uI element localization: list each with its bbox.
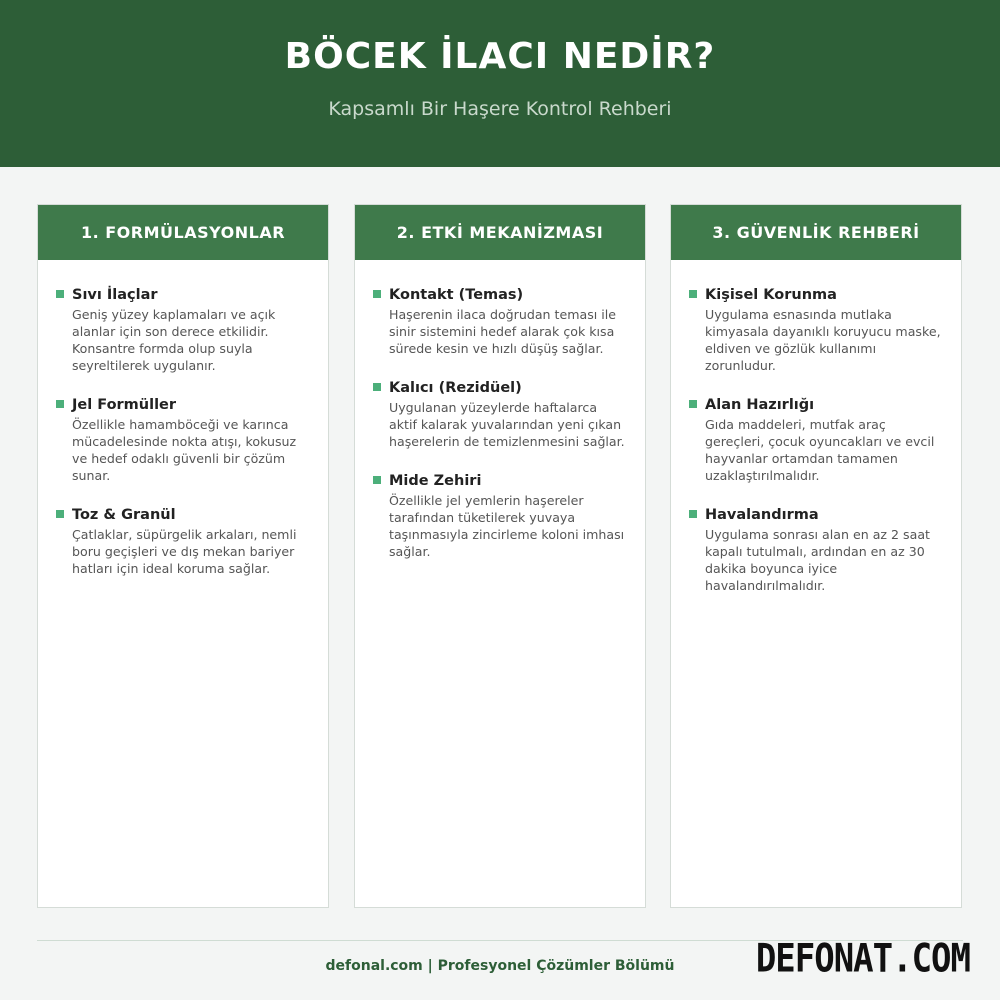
item-title: Mide Zehiri xyxy=(389,473,482,489)
item-title: Sıvı İlaçlar xyxy=(72,287,158,303)
square-bullet-icon xyxy=(373,383,381,391)
item-title: Havalandırma xyxy=(705,507,819,523)
card-items xyxy=(671,260,961,594)
card-title: 1. FORMÜLASYONLAR xyxy=(38,205,328,260)
item-title: Toz & Granül xyxy=(72,507,176,523)
item-title: Alan Hazırlığı xyxy=(705,397,815,413)
item-description: Uygulama sonrası alan en az 2 saat kapalı tutulmalı, ardından en az 30 dakika boyunca iyice havalandırılmalıdır. xyxy=(705,527,930,593)
item-title: Kalıcı (Rezidüel) xyxy=(389,380,522,396)
list-item xyxy=(56,396,308,484)
square-bullet-icon xyxy=(689,400,697,408)
square-bullet-icon xyxy=(373,290,381,298)
list-item xyxy=(373,286,625,357)
list-item xyxy=(689,396,941,484)
item-description: Uygulanan yüzeylerde haftalarca aktif kalarak yuvalarından yeni çıkan haşerelerin de temizlenmesini sağlar. xyxy=(389,400,625,449)
list-item xyxy=(373,472,625,560)
square-bullet-icon xyxy=(689,290,697,298)
item-description: Özellikle hamamböceği ve karınca mücadelesinde nokta atışı, kokusuz ve hedef odaklı güvenli bir çözüm sunar. xyxy=(72,417,297,483)
list-item xyxy=(56,506,308,577)
item-title: Kişisel Korunma xyxy=(705,287,837,303)
card-items xyxy=(38,260,328,577)
square-bullet-icon xyxy=(56,290,64,298)
square-bullet-icon xyxy=(373,476,381,484)
list-item xyxy=(689,506,941,594)
list-item xyxy=(56,286,308,374)
card-formulations xyxy=(37,204,329,908)
list-item xyxy=(689,286,941,374)
item-description: Çatlaklar, süpürgelik arkaları, nemli boru geçişleri ve dış mekan bariyer hatları için ideal koruma sağlar. xyxy=(72,527,297,576)
card-items xyxy=(355,260,645,560)
list-item xyxy=(373,379,625,450)
card-safety xyxy=(670,204,962,908)
card-mechanism xyxy=(354,204,646,908)
item-description: Özellikle jel yemlerin haşereler tarafından tüketilerek yuvaya taşınmasıyla zincirleme koloni imhası sağlar. xyxy=(389,493,625,559)
page-title: BÖCEK İLACI NEDİR? xyxy=(284,36,716,77)
brand-logo-text: DEFONAT.COM xyxy=(755,936,970,982)
item-description: Gıda maddeleri, mutfak araç gereçleri, çocuk oyuncakları ve evcil hayvanlar ortamdan tamamen uzaklaştırılmalıdır. xyxy=(705,417,935,483)
item-title: Kontakt (Temas) xyxy=(389,287,524,303)
card-title: 3. GÜVENLİK REHBERİ xyxy=(671,205,961,260)
square-bullet-icon xyxy=(689,510,697,518)
square-bullet-icon xyxy=(56,510,64,518)
item-title: Jel Formüller xyxy=(72,397,177,413)
card-title: 2. ETKİ MEKANİZMASI xyxy=(355,205,645,260)
footer-text: defonal.com | Profesyonel Çözümler Bölümü xyxy=(325,958,675,974)
item-description: Haşerenin ilaca doğrudan teması ile sinir sistemini hedef alarak çok kısa sürede kesin ve hızlı düşüş sağlar. xyxy=(389,307,617,356)
page-subtitle: Kapsamlı Bir Haşere Kontrol Rehberi xyxy=(328,98,672,120)
item-description: Uygulama esnasında mutlaka kimyasala dayanıklı koruyucu maske, eldiven ve gözlük kullanımı zorunludur. xyxy=(705,307,941,373)
item-description: Geniş yüzey kaplamaları ve açık alanlar için son derece etkilidir. Konsantre formda olup suyla seyreltilerek uygulanır. xyxy=(72,307,276,373)
square-bullet-icon xyxy=(56,400,64,408)
page-header xyxy=(0,0,1000,167)
